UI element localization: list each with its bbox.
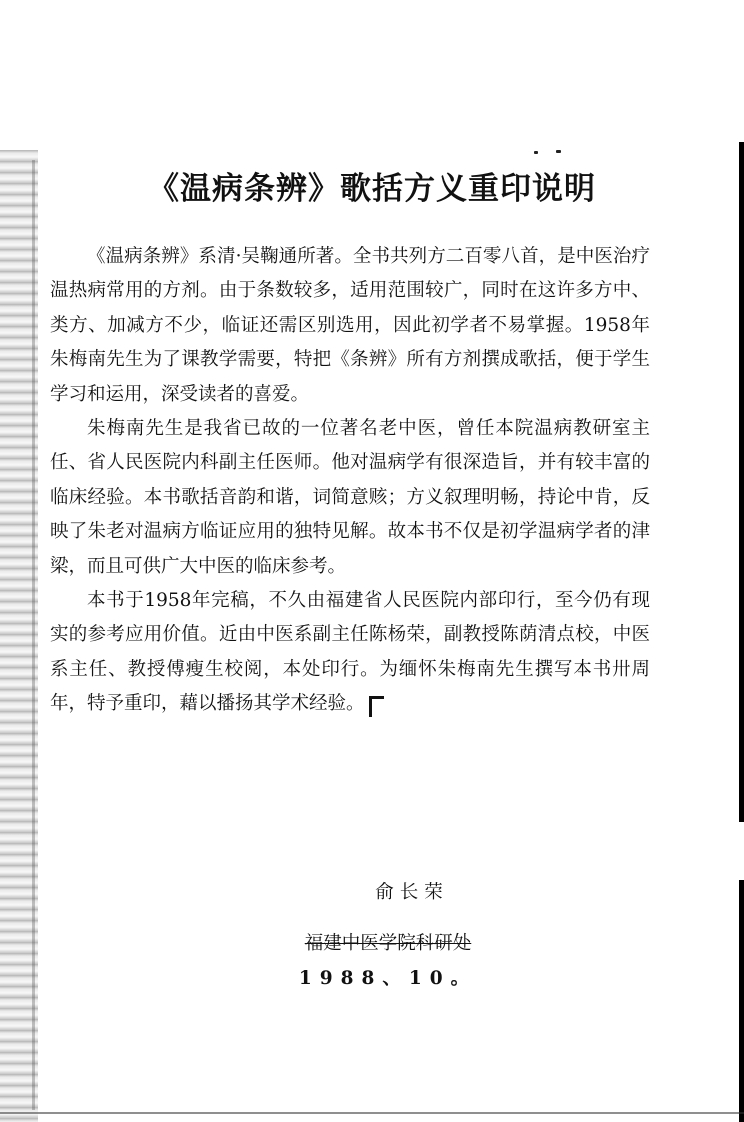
paragraph-2: 朱梅南先生是我省已故的一位著名老中医，曾任本院温病教研室主任、省人民医院内科副主任医师。他对温病学有很深造旨，并有较丰富的临床经验。本书歌括音韵和谐，词简意赅；方义叙理明畅，持论中肯，反映了朱老对温病方临证应用的独特见解。故本书不仅是初学温病学者的津梁，而且可供广大中医的临床参考。 <box>50 418 650 577</box>
signature-date: 1988、10。 <box>298 968 478 989</box>
page-title: 《温病条辨》歌括方义重印说明 <box>148 171 596 207</box>
paragraph-1: 《温病条辨》系清·吴鞠通所著。全书共列方二百零八首，是中医治疗温热病常用的方剂。由于条数较多，适用范围较广，同时在这许多方中、类方、加减方不少，临证还需区别选用，因此初学者不易掌握。1958年朱梅南先生为了课教学需要，特把《条辨》所有方剂撰成歌括，便于学生学习和运用，深受读者的喜爱。 <box>50 246 650 405</box>
signature-author: 俞长荣 <box>375 882 449 903</box>
body-text <box>50 240 650 722</box>
scan-bottom-edge <box>0 1112 744 1114</box>
scan-speck <box>556 150 561 153</box>
paragraph-3-text: 本书于1958年完稿，不久由福建省人民医院内部印行，至今仍有现实的参考应用价值。近由中医系副主任陈杨荣，副教授陈荫清点校，中医系主任、教授傅瘦生校阅，本处印行。为缅怀朱梅南先生撰写本书卅周年，特予重印，藉以播扬其学术经验。 <box>50 590 650 715</box>
signature-organization: 福建中医学院科研处 <box>304 933 472 954</box>
paragraph-3 <box>50 584 650 722</box>
corner-mark <box>369 696 384 717</box>
scan-edge-right-bottom <box>739 880 744 1122</box>
scan-edge-right-top <box>739 142 744 822</box>
scan-speck <box>534 151 538 154</box>
